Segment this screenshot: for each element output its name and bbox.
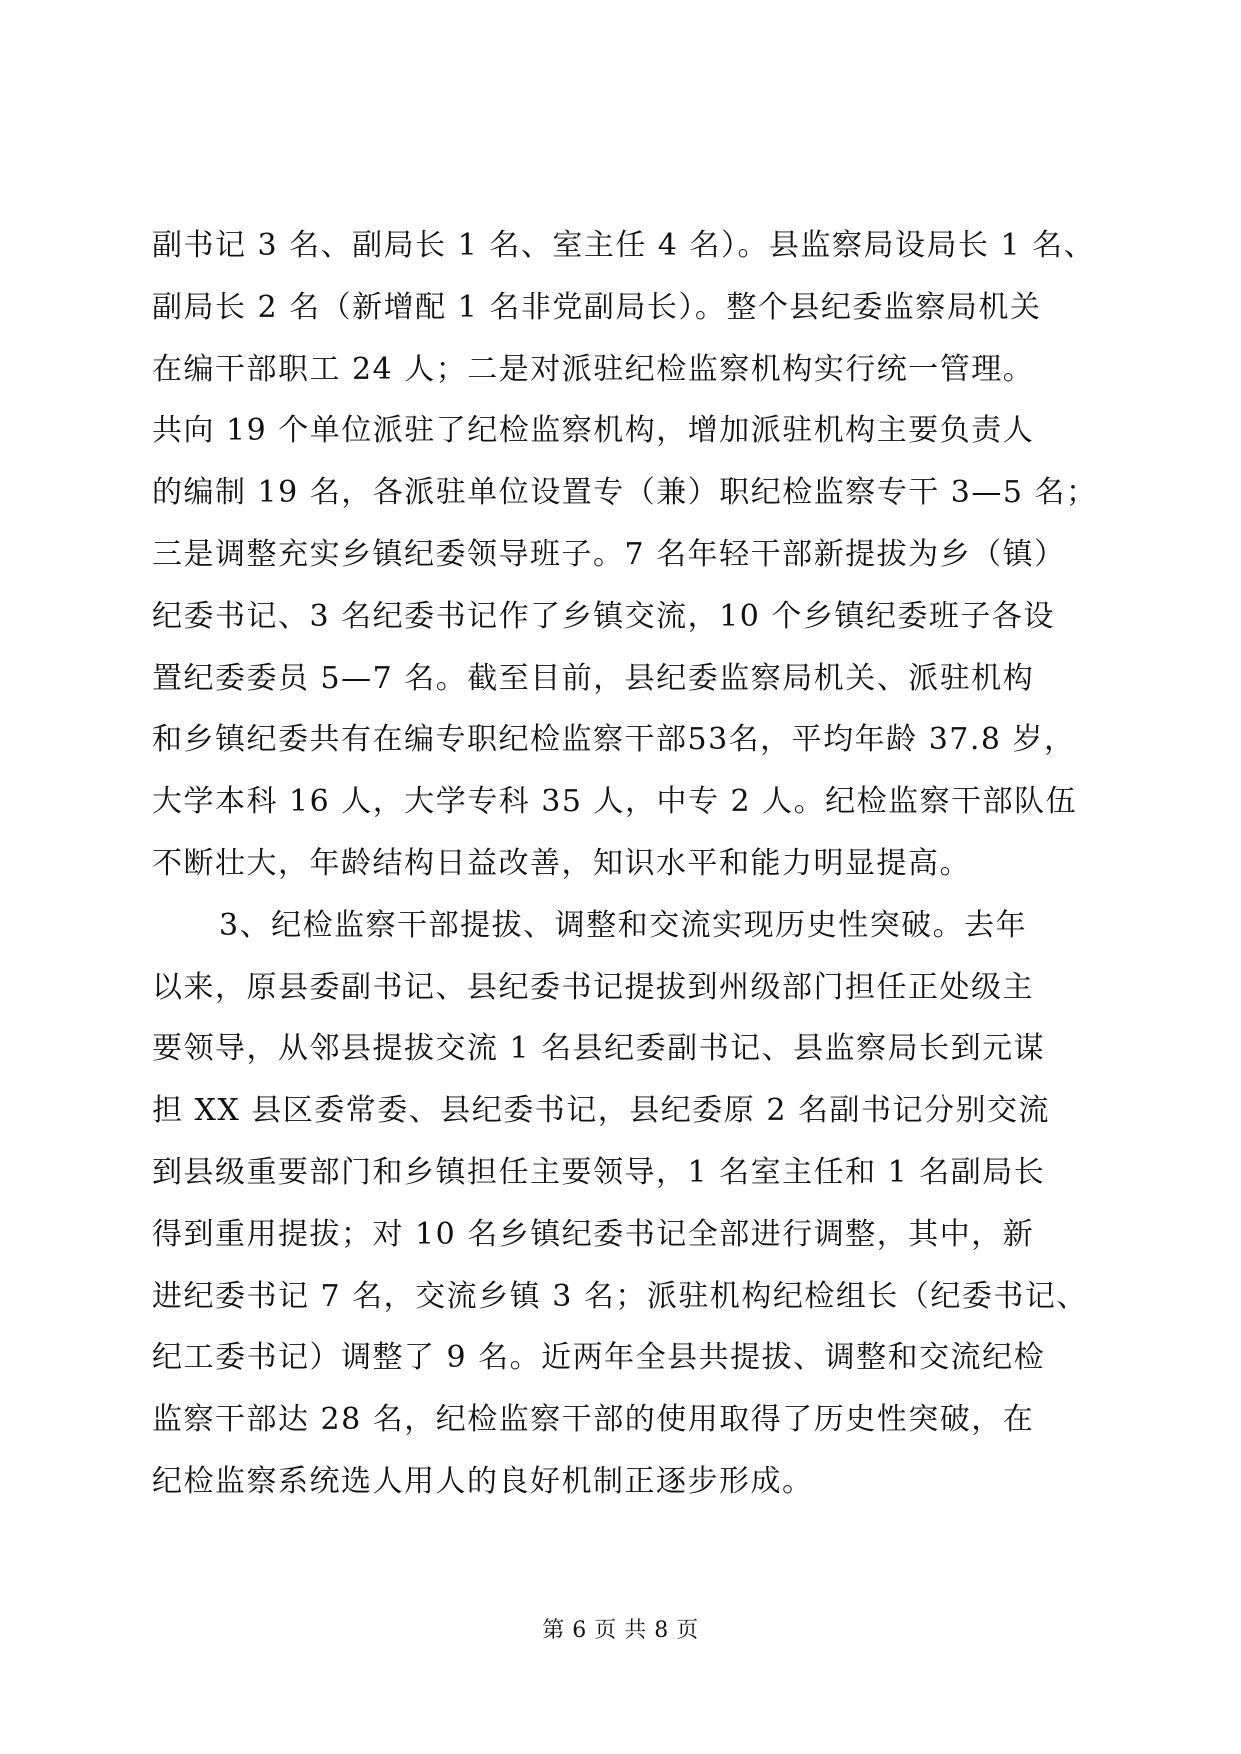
text-line: 纪检监察系统选人用人的良好机制正逐步形成。: [152, 1463, 814, 1499]
text-line: 纪委书记、3 名纪委书记作了乡镇交流，10 个乡镇纪委班子各设: [152, 598, 1055, 634]
text-line: 得到重用提拔；对 10 名乡镇纪委书记全部进行调整，其中，新: [152, 1216, 1035, 1252]
page-number-footer: 第 6 页 共 8 页: [542, 1618, 699, 1643]
text-line: 以来，原县委副书记、县纪委书记提拔到州级部门担任正处级主: [152, 969, 1034, 1005]
text-line: 担 XX 县区委常委、县纪委书记，县纪委原 2 名副书记分别交流: [152, 1093, 1050, 1129]
text-line: 大学本科 16 人，大学专科 35 人，中专 2 人。纪检监察干部队伍: [152, 784, 1078, 820]
text-line: 和乡镇纪委共有在编专职纪检监察干部53名，平均年龄 37.8 岁，: [152, 722, 1076, 758]
text-line: 到县级重要部门和乡镇担任主要领导，1 名室主任和 1 名副局长: [152, 1154, 1046, 1190]
text-line: 纪工委书记）调整了 9 名。近两年全县共提拔、调整和交流纪检: [152, 1340, 1046, 1376]
text-line: 监察干部达 28 名，纪检监察干部的使用取得了历史性突破，在: [152, 1402, 1035, 1438]
text-line: 要领导，从邻县提拔交流 1 名县纪委副书记、县监察局长到元谋: [152, 1031, 1046, 1067]
text-line: 不断壮大，年龄结构日益改善，知识水平和能力明显提高。: [152, 845, 971, 881]
text-line: 三是调整充实乡镇纪委领导班子。7 名年轻干部新提拔为乡（镇）: [152, 536, 1066, 572]
text-line: 在编干部职工 24 人；二是对派驻纪检监察机构实行统一管理。: [152, 351, 1035, 387]
text-line: 共向 19 个单位派驻了纪检监察机构，增加派驻机构主要负责人: [152, 413, 1035, 449]
text-line: 置纪委委员 5—7 名。截至目前，县纪委监察局机关、派驻机构: [152, 660, 1035, 696]
body-text: [152, 226, 1098, 1524]
text-line: 副书记 3 名、副局长 1 名、室主任 4 名）。县监察局设局长 1 名、: [152, 228, 1096, 263]
paragraph-start-line: 3、纪检监察干部提拔、调整和交流实现历史性突破。去年: [219, 907, 1028, 943]
text-line: 进纪委书记 7 名，交流乡镇 3 名；派驻机构纪检组长（纪委书记、: [152, 1278, 1088, 1314]
text-line: 的编制 19 名，各派驻单位设置专（兼）职纪检监察专干 3—5 名；: [152, 475, 1098, 511]
text-line: 副局长 2 名（新增配 1 名非党副局长）。整个县纪委监察局机关: [152, 289, 1042, 325]
